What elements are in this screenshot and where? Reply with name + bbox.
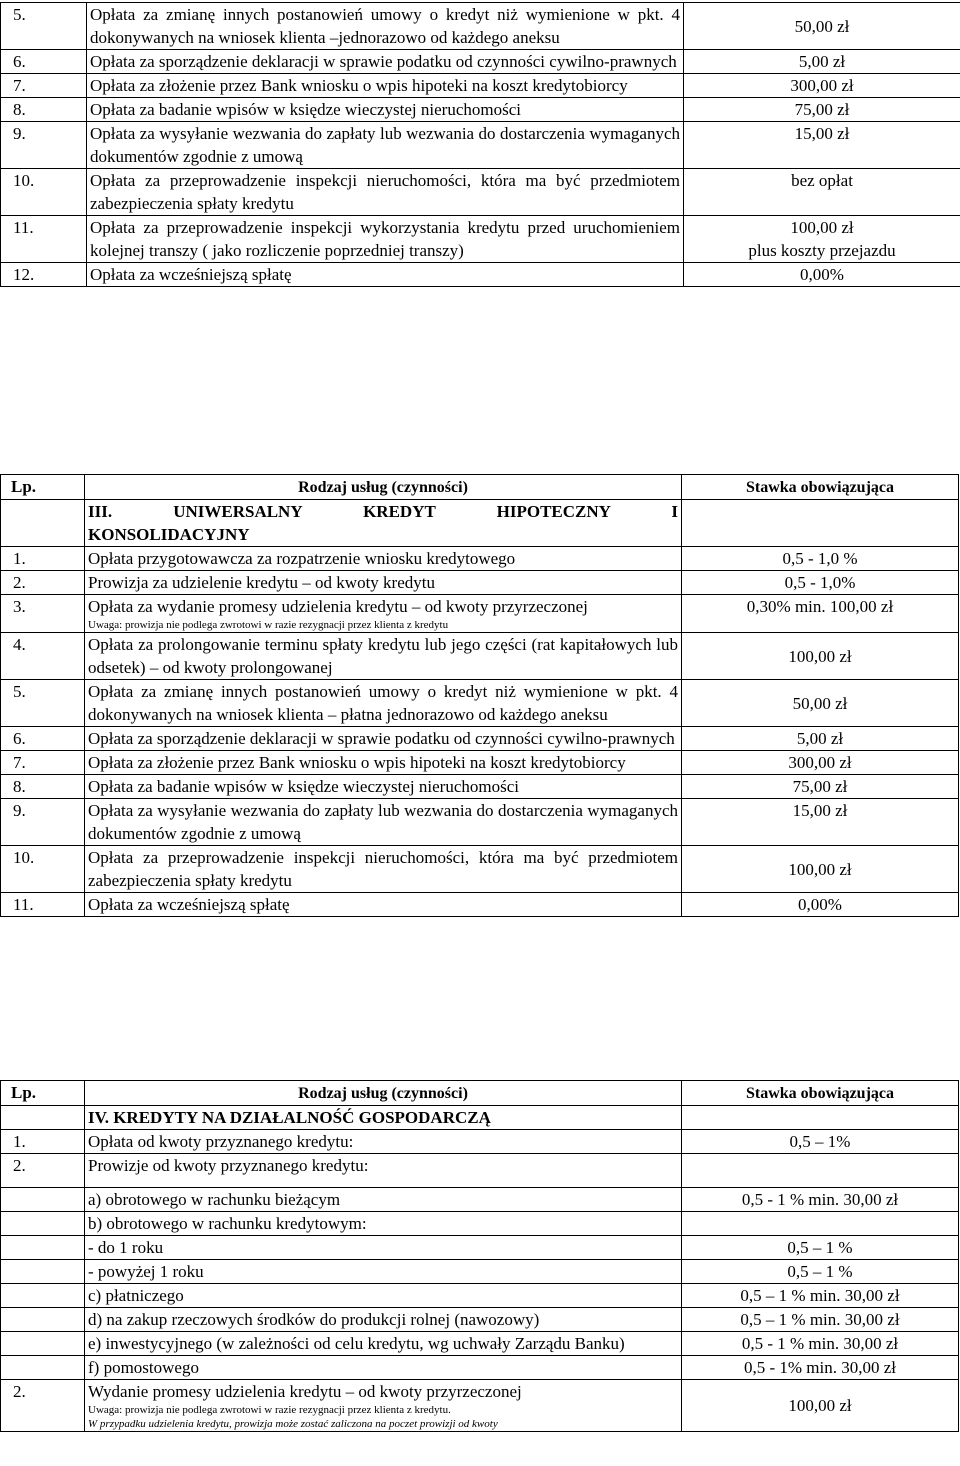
row-rate: 100,00 zł	[682, 633, 959, 680]
row-num: 3.	[1, 595, 85, 633]
row-desc: Opłata za przeprowadzenie inspekcji nieruchomości, która ma być przedmiotem zabezpieczenia spłaty kredytu	[87, 169, 684, 216]
section-num-cell	[1, 500, 85, 547]
row-num: 8.	[1, 775, 85, 799]
row-desc-text: Wydanie promesy udzielenia kredytu – od kwoty przyrzeczonej	[88, 1382, 522, 1401]
row-num: 5.	[1, 680, 85, 727]
row-desc	[85, 633, 682, 680]
row-desc: Opłata za wcześniejszą spłatę	[87, 263, 684, 287]
header-service-label: Rodzaj usług (czynności)	[298, 479, 468, 496]
header-rate-label: Stawka obowiązująca	[745, 1085, 894, 1102]
row-num: 6.	[1, 727, 85, 751]
row-rate: 15,00 zł	[682, 799, 959, 846]
row-num: 2.	[1, 1154, 85, 1188]
row-num: 1.	[1, 547, 85, 571]
fee-table-mortgage	[0, 474, 959, 917]
row-desc-text: Opłata za wydanie promesy udzielenia kredytu – od kwoty przyrzeczonej	[88, 597, 588, 616]
row-desc	[85, 893, 682, 917]
row-rate	[684, 50, 960, 74]
row-rate	[684, 169, 960, 216]
row-note: W przypadku udzielenia kredytu, prowizja może zostać zaliczona na poczet prowizji od kwoty	[88, 1418, 498, 1430]
header-lp-label: Lp.	[11, 477, 37, 496]
row-desc	[85, 571, 682, 595]
row-desc-text: Opłata za wcześniejszą spłatę	[88, 895, 290, 914]
row-rate: 50,00 zł	[682, 680, 959, 727]
row-rate: 0,5 – 1 % min. 30,00 zł	[682, 1284, 959, 1308]
row-desc: - do 1 roku	[85, 1236, 682, 1260]
row-desc	[85, 775, 682, 799]
table-row	[1, 595, 959, 633]
row-num: 9.	[1, 799, 85, 846]
row-rate: 300,00 zł	[682, 751, 959, 775]
row-desc-text: Opłata za prolongowanie terminu spłaty kredytu lub jego części (rat kapitałowych lub odsetek) – od kwoty prolongowanej	[88, 635, 678, 677]
row-num	[1, 1356, 85, 1380]
row-num	[1, 1260, 85, 1284]
table-row	[1, 571, 959, 595]
rate-value: 75,00 zł	[794, 100, 850, 119]
row-rate	[684, 216, 960, 263]
rate-value: 0,00%	[800, 265, 844, 284]
row-desc	[85, 727, 682, 751]
table-subrow	[1, 1284, 959, 1308]
row-desc: b) obrotowego w rachunku kredytowym:	[85, 1212, 682, 1236]
row-num: 6.	[1, 50, 87, 74]
table-row	[1, 680, 959, 727]
section-row	[1, 1106, 959, 1130]
row-rate: 0,5 – 1 %	[682, 1260, 959, 1284]
row-rate	[684, 74, 960, 98]
row-rate: 0,5 - 1,0 %	[682, 547, 959, 571]
row-num: 2.	[1, 1380, 85, 1432]
rate-value: bez opłat	[791, 171, 853, 190]
row-desc: a) obrotowego w rachunku bieżącym	[85, 1188, 682, 1212]
row-desc: f) pomostowego	[85, 1356, 682, 1380]
table-subrow	[1, 1212, 959, 1236]
row-desc: Prowizje od kwoty przyznanego kredytu:	[85, 1154, 682, 1188]
row-rate: 100,00 zł	[682, 846, 959, 893]
row-rate	[682, 1154, 959, 1188]
row-rate: 0,5 – 1 %	[682, 1236, 959, 1260]
row-rate: 5,00 zł	[682, 727, 959, 751]
row-desc-text: Opłata za przeprowadzenie inspekcji nieruchomości, która ma być przedmiotem zabezpieczenia spłaty kredytu	[88, 848, 678, 890]
table-row	[1, 846, 959, 893]
row-desc: Opłata za wysyłanie wezwania do zapłaty lub wezwania do dostarczenia wymaganych dokumentów zgodnie z umową	[87, 122, 684, 169]
row-rate	[684, 3, 960, 50]
row-rate: 0,5 - 1% min. 30,00 zł	[682, 1356, 959, 1380]
row-num: 10.	[1, 846, 85, 893]
row-num: 1.	[1, 1130, 85, 1154]
row-num	[1, 1332, 85, 1356]
row-rate: 0,5 - 1 % min. 30,00 zł	[682, 1188, 959, 1212]
row-desc	[85, 547, 682, 571]
row-desc: Opłata za przeprowadzenie inspekcji wykorzystania kredytu przed uruchomieniem kolejnej transzy ( jako rozliczenie poprzedniej transzy)	[87, 216, 684, 263]
fee-table-continued	[0, 2, 960, 287]
row-desc: Opłata od kwoty przyznanego kredytu:	[85, 1130, 682, 1154]
header-lp	[1, 475, 85, 500]
header-rate	[682, 475, 959, 500]
table-header-row	[1, 1081, 959, 1106]
table-row	[1, 1380, 959, 1432]
row-rate: 0,5 – 1 % min. 30,00 zł	[682, 1308, 959, 1332]
row-desc-text: Opłata za złożenie przez Bank wniosku o wpis hipoteki na koszt kredytobiorcy	[88, 753, 626, 772]
row-desc: Opłata za zmianę innych postanowień umowy o kredyt niż wymienione w pkt. 4 dokonywanych na wniosek klienta –jednorazowo od każdego aneksu	[87, 3, 684, 50]
header-lp-label: Lp.	[11, 1083, 37, 1102]
table-row	[1, 3, 960, 50]
section-title-cell	[85, 500, 682, 547]
table-subrow	[1, 1188, 959, 1212]
row-note: Uwaga: prowizja nie podlega zwrotowi w razie rezygnacji przez klienta z kredytu.	[88, 1404, 451, 1416]
row-desc: c) płatniczego	[85, 1284, 682, 1308]
fee-table-body	[1, 475, 959, 917]
table-row	[1, 263, 960, 287]
section-title: III. UNIWERSALNY KREDYT HIPOTECZNY I KONSOLIDACYJNY	[88, 502, 678, 544]
row-rate: 0,5 - 1 % min. 30,00 zł	[682, 1332, 959, 1356]
row-num: 2.	[1, 571, 85, 595]
table-row	[1, 633, 959, 680]
section-title: IV. KREDYTY NA DZIAŁALNOŚĆ GOSPODARCZĄ	[88, 1108, 491, 1127]
row-desc	[85, 1380, 682, 1432]
table-row	[1, 216, 960, 263]
table-row	[1, 799, 959, 846]
row-desc: Opłata za złożenie przez Bank wniosku o wpis hipoteki na koszt kredytobiorcy	[87, 74, 684, 98]
row-desc-text: Prowizja za udzielenie kredytu – od kwoty kredytu	[88, 573, 435, 592]
row-num: 12.	[1, 263, 87, 287]
table-header-row	[1, 475, 959, 500]
fee-table-business	[0, 1080, 959, 1432]
table-row	[1, 893, 959, 917]
row-desc: Opłata za sporządzenie deklaracji w sprawie podatku od czynności cywilno-prawnych	[87, 50, 684, 74]
row-desc	[85, 680, 682, 727]
rate-extra: plus koszty przejazdu	[748, 241, 896, 260]
rate-value: 300,00 zł	[790, 76, 854, 95]
row-num	[1, 1188, 85, 1212]
row-rate: 0,30% min. 100,00 zł	[682, 595, 959, 633]
table-subrow	[1, 1332, 959, 1356]
row-desc: - powyżej 1 roku	[85, 1260, 682, 1284]
row-desc-text: Opłata za wysyłanie wezwania do zapłaty lub wezwania do dostarczenia wymaganych dokumentów zgodnie z umową	[88, 801, 678, 843]
row-rate: 0,5 - 1,0%	[682, 571, 959, 595]
table-row	[1, 1130, 959, 1154]
rate-value: 5,00 zł	[798, 52, 846, 71]
table-subrow	[1, 1356, 959, 1380]
rate-value: 100,00 zł	[790, 218, 854, 237]
row-rate	[684, 263, 960, 287]
row-rate	[684, 98, 960, 122]
row-num: 7.	[1, 751, 85, 775]
fee-table-body	[1, 1081, 959, 1432]
table-row	[1, 169, 960, 216]
table-subrow	[1, 1308, 959, 1332]
row-num	[1, 1284, 85, 1308]
rate-value: 15,00 zł	[794, 124, 850, 143]
table-row	[1, 547, 959, 571]
table-row	[1, 50, 960, 74]
row-num	[1, 1308, 85, 1332]
section-num-cell	[1, 1106, 85, 1130]
row-desc-text: Opłata za zmianę innych postanowień umowy o kredyt niż wymienione w pkt. 4 dokonywanych na wniosek klienta – płatna jednorazowo od każdego aneksu	[88, 682, 678, 724]
row-num	[1, 1212, 85, 1236]
row-desc-text: Opłata przygotowawcza za rozpatrzenie wniosku kredytowego	[88, 549, 516, 568]
row-desc: e) inwestycyjnego (w zależności od celu kredytu, wg uchwały Zarządu Banku)	[85, 1332, 682, 1356]
row-note: Uwaga: prowizja nie podlega zwrotowi w razie rezygnacji przez klienta z kredytu	[88, 619, 449, 631]
row-num: 11.	[1, 893, 85, 917]
row-rate: 100,00 zł	[682, 1380, 959, 1432]
header-lp	[1, 1081, 85, 1106]
table-subrow	[1, 1260, 959, 1284]
table-subrow	[1, 1236, 959, 1260]
row-num	[1, 1236, 85, 1260]
section-rate-cell	[682, 500, 959, 547]
table-row	[1, 727, 959, 751]
section-row	[1, 500, 959, 547]
section-title-cell	[85, 1106, 682, 1130]
rate-value: 50,00 zł	[794, 16, 850, 36]
row-desc	[85, 751, 682, 775]
table-row	[1, 98, 960, 122]
header-service-label: Rodzaj usług (czynności)	[298, 1085, 468, 1102]
section-rate-cell	[682, 1106, 959, 1130]
header-rate-label: Stawka obowiązująca	[745, 479, 894, 496]
row-num: 7.	[1, 74, 87, 98]
row-rate: 0,00%	[682, 893, 959, 917]
table-row	[1, 74, 960, 98]
row-num: 11.	[1, 216, 87, 263]
row-num: 10.	[1, 169, 87, 216]
row-desc	[85, 846, 682, 893]
fee-table-body	[1, 3, 960, 287]
row-desc-text: Opłata za sporządzenie deklaracji w sprawie podatku od czynności cywilno-prawnych	[88, 729, 675, 748]
row-desc: d) na zakup rzeczowych środków do produkcji rolnej (nawozowy)	[85, 1308, 682, 1332]
row-rate: 75,00 zł	[682, 775, 959, 799]
row-desc-text: Opłata za badanie wpisów w księdze wieczystej nieruchomości	[88, 777, 519, 796]
header-service	[85, 475, 682, 500]
row-desc: Opłata za badanie wpisów w księdze wieczystej nieruchomości	[87, 98, 684, 122]
row-rate	[684, 122, 960, 169]
row-num: 5.	[1, 3, 87, 50]
table-row	[1, 122, 960, 169]
row-num: 4.	[1, 633, 85, 680]
row-num: 8.	[1, 98, 87, 122]
row-desc	[85, 595, 682, 633]
table-row	[1, 1154, 959, 1188]
header-rate	[682, 1081, 959, 1106]
row-num: 9.	[1, 122, 87, 169]
row-desc	[85, 799, 682, 846]
table-row	[1, 751, 959, 775]
table-row	[1, 775, 959, 799]
row-rate	[682, 1212, 959, 1236]
row-rate: 0,5 – 1%	[682, 1130, 959, 1154]
header-service	[85, 1081, 682, 1106]
